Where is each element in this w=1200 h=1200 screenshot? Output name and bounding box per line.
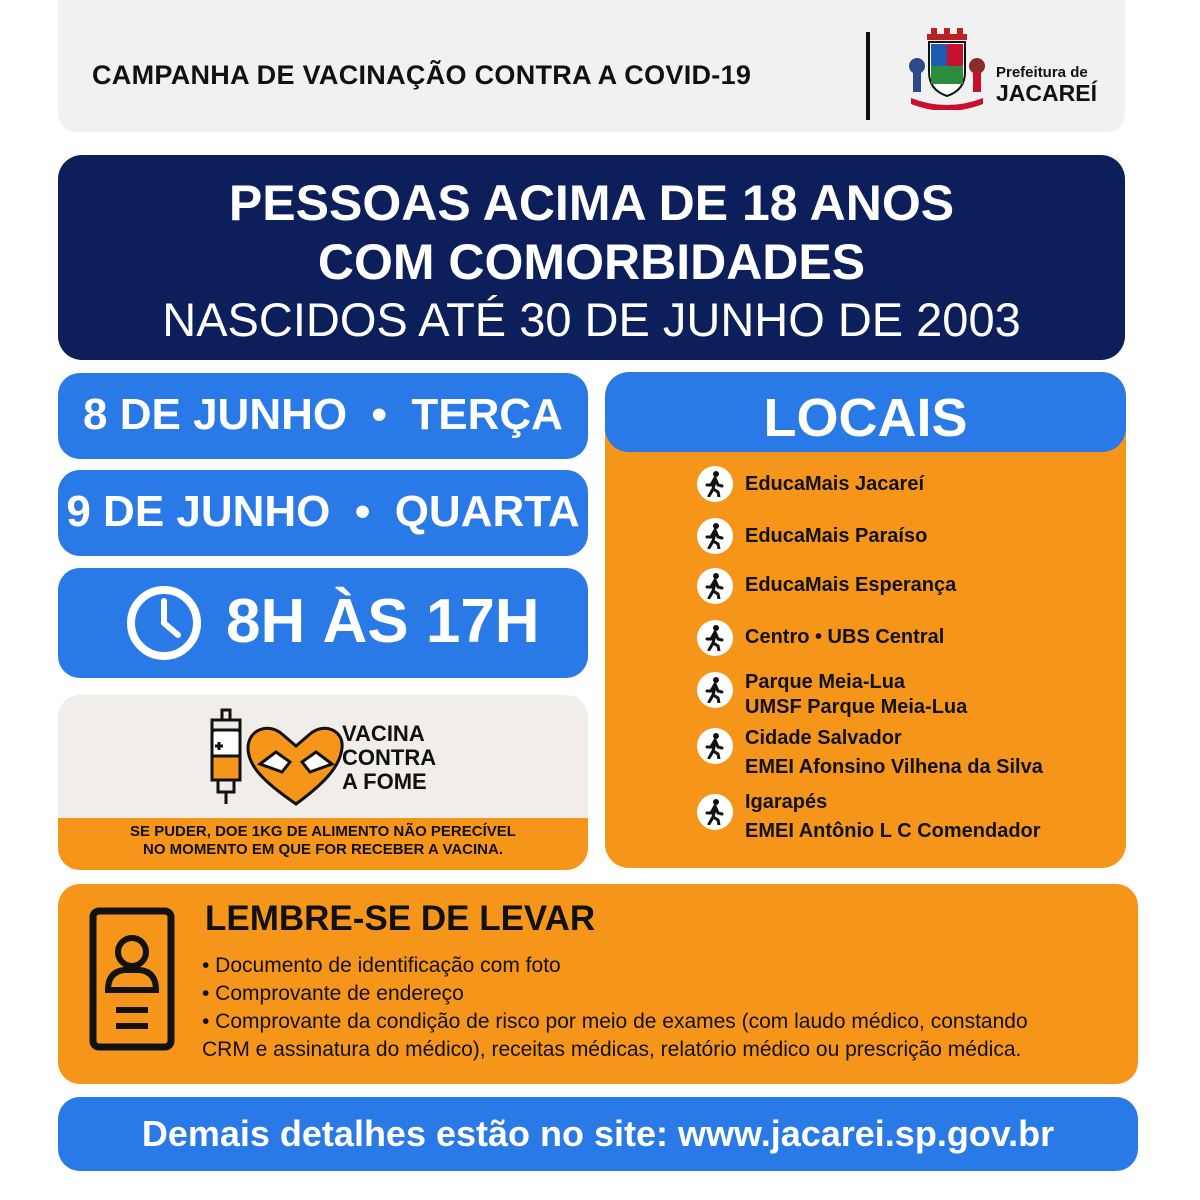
coat-of-arms-icon	[903, 26, 991, 110]
food-donation-note	[58, 823, 588, 859]
date-pill-1	[58, 373, 588, 459]
walking-person-icon	[697, 466, 733, 502]
food-donation-title-line: CONTRA	[342, 745, 437, 770]
food-donation-title	[342, 722, 436, 794]
reminder-title: LEMBRE-SE DE LEVAR	[205, 899, 596, 938]
locations-title: LOCAIS	[763, 388, 968, 448]
hours-text: 8H ÀS 17H	[226, 587, 540, 656]
prefeitura-label: Prefeitura de	[996, 64, 1088, 81]
food-donation-note-line: NO MOMENTO EM QUE FOR RECEBER A VACINA.	[142, 841, 503, 858]
reminder-item: • Comprovante de endereço	[202, 982, 464, 1005]
clock-icon	[118, 585, 210, 661]
banner-line-1: PESSOAS ACIMA DE 18 ANOS	[228, 175, 955, 231]
location-line: EMEI Afonsino Vilhena da Silva	[745, 756, 1043, 778]
banner-line-2: COM COMORBIDADES	[317, 234, 866, 290]
location-line: UMSF Parque Meia-Lua	[745, 696, 968, 718]
food-donation-note-line: SE PUDER, DOE 1KG DE ALIMENTO NÃO PERECÍVEL	[130, 823, 516, 840]
campaign-title: CAMPANHA DE VACINAÇÃO CONTRA A COVID-19	[92, 60, 752, 90]
walking-person-icon	[697, 728, 733, 764]
walking-person-icon	[697, 672, 733, 708]
location-line: EducaMais Jacareí	[745, 473, 924, 495]
walking-person-icon	[697, 620, 733, 656]
walking-person-icon	[697, 518, 733, 554]
website-info: Demais detalhes estão no site: www.jacarei.sp.gov.br	[141, 1113, 1055, 1154]
city-name: JACAREÍ	[996, 80, 1097, 106]
location-line: Centro • UBS Central	[745, 626, 945, 648]
audience-banner	[58, 155, 1125, 360]
food-donation-title-line: A FOME	[342, 769, 427, 794]
reminder-item: • Documento de identificação com foto	[202, 954, 561, 977]
reminder-item: CRM e assinatura do médico), receitas médicas, relatório médico ou prescrição médica.	[202, 1038, 1022, 1061]
banner-line-3: NASCIDOS ATÉ 30 DE JUNHO DE 2003	[162, 293, 1021, 346]
header-divider	[866, 32, 870, 120]
location-line: EMEI Antônio L C Comendador	[745, 820, 1041, 842]
date-pill-2	[58, 470, 588, 556]
location-line: EducaMais Paraíso	[745, 525, 928, 547]
walking-person-icon	[697, 794, 733, 830]
location-line: Cidade Salvador	[745, 727, 902, 749]
location-line: Igarapés	[745, 791, 828, 813]
reminder-item: • Comprovante da condição de risco por meio de exames (com laudo médico, constando	[202, 1010, 1028, 1033]
date-2-text: 9 DE JUNHO • QUARTA	[66, 487, 580, 536]
location-line: EducaMais Esperança	[745, 574, 957, 596]
walking-person-icon	[697, 568, 733, 604]
food-donation-title-line: VACINA	[342, 721, 425, 746]
date-1-text: 8 DE JUNHO • TERÇA	[83, 390, 563, 439]
location-line: Parque Meia-Lua	[745, 671, 906, 693]
id-card-icon	[88, 906, 176, 1052]
vaccine-heart-icon	[204, 708, 344, 808]
